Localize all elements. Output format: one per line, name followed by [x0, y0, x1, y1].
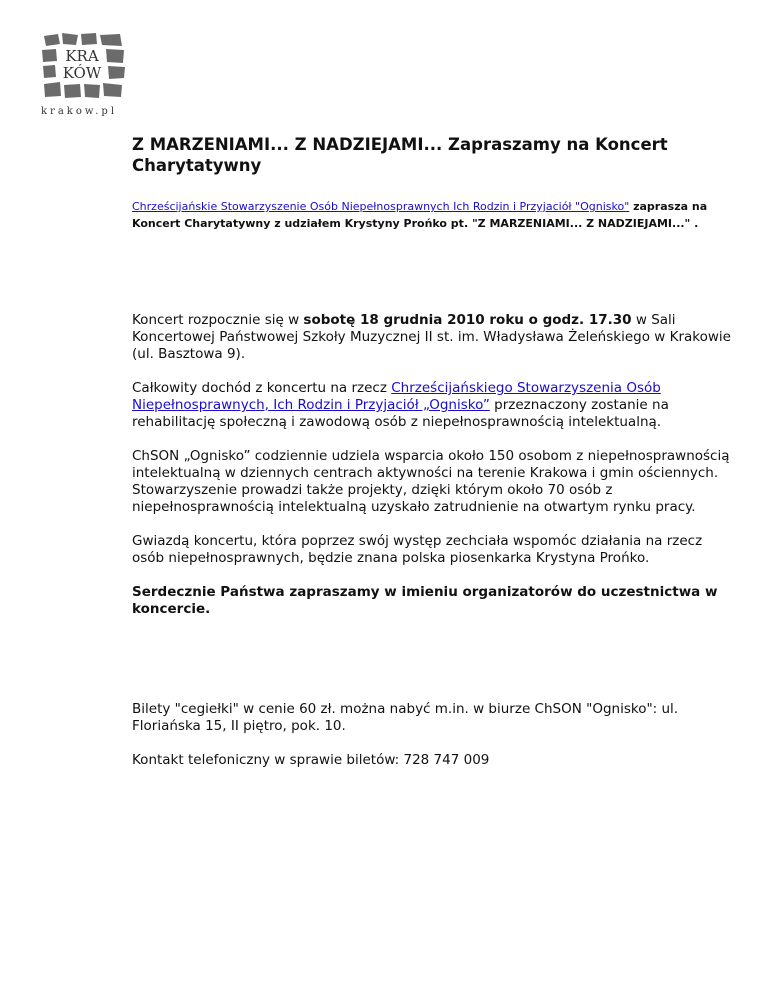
invitation-text: Serdecznie Państwa zapraszamy w imieniu organizatorów do uczestnictwa w koncercie. [132, 584, 718, 617]
logo-text-line2: KÓW [62, 64, 102, 82]
logo-text-line1: KRA [65, 47, 99, 65]
paragraph-proceeds [132, 380, 732, 431]
concert-date: sobotę 18 grudnia 2010 roku o godz. 17.30 [303, 312, 632, 328]
about-line2: Stowarzyszenie prowadzi także projekty, dzięki którym około 70 osób z niepełnosprawnością intelektualną uzyskało zatrudnienie na otwartym rynku pracy. [132, 482, 696, 515]
paragraph-tickets: Bilety "cegiełki" w cenie 60 zł. można nabyć m.in. w biurze ChSON "Ognisko": ul. Floriańska 15, II piętro, pok. 10. [132, 701, 679, 734]
paragraph-about [132, 448, 732, 516]
article [132, 134, 732, 786]
paragraph-invitation [132, 584, 732, 618]
logo-url: krakow.pl [41, 106, 118, 117]
paragraph-concert-date [132, 312, 732, 363]
p1-post: w Sali Koncertowej Państwowej Szkoły Muzycznej II st. im. Władysława Żeleńskiego w Krakowie (ul. Basztowa 9). [132, 312, 731, 362]
paragraph-contact: Kontakt telefoniczny w sprawie biletów: 728 747 009 [132, 752, 490, 768]
article-title: Z MARZENIAMI... Z NADZIEJAMI... Zapraszamy na Koncert Charytatywny [132, 135, 668, 175]
about-line1: ChSON „Ognisko” codziennie udziela wsparcia około 150 osobom z niepełnosprawnością intelektualną w dziennych centrach aktywności na terenie Krakowa i gmin ościennych. [132, 448, 730, 481]
paragraph-star: Gwiazdą koncertu, która poprzez swój występ zechciała wspomóc działania na rzecz osób niepełnosprawnych, będzie znana polska piosenkarka Krystyna Prońko. [132, 533, 703, 566]
lead-text: zaprasza na Koncert Charytatywny z udziałem Krystyny Prońko pt. "Z MARZENIAMI... Z NADZIEJAMI..." . [132, 200, 708, 230]
p2-post: przeznaczony zostanie na rehabilitację społeczną i zawodową osób z niepełnosprawnością intelektualną. [132, 397, 669, 430]
association-link[interactable]: Chrześcijańskiego Stowarzyszenia Osób Niepełnosprawnych, Ich Rodzin i Przyjaciół „Ognisko” [132, 380, 661, 413]
article-lead [132, 198, 732, 232]
p2-pre: Całkowity dochód z koncertu na rzecz [132, 380, 392, 396]
krakow-logo-mark [40, 30, 130, 108]
organization-link[interactable]: Chrześcijańskie Stowarzyszenie Osób Niepełnosprawnych Ich Rodzin i Przyjaciół "Ognisko" [132, 200, 630, 213]
p1-pre: Koncert rozpocznie się w [132, 312, 304, 328]
